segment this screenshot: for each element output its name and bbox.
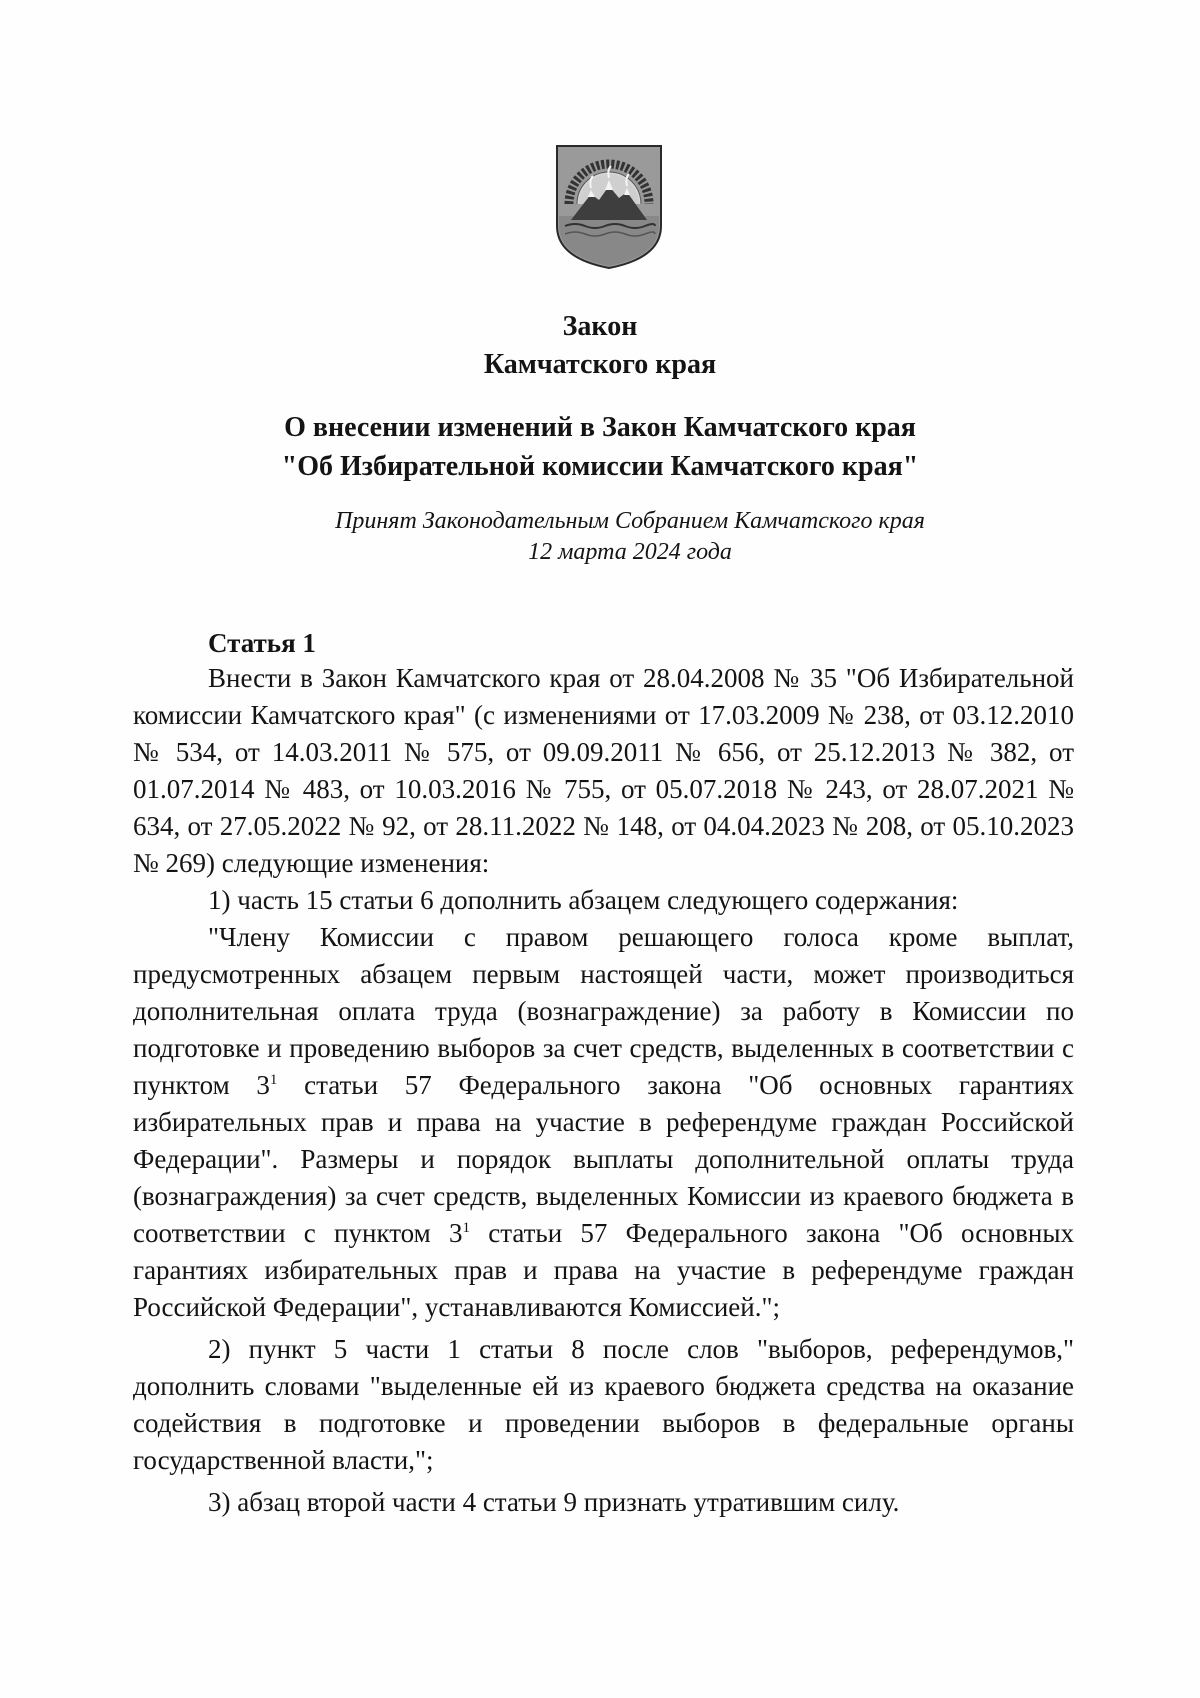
- law-word: Закон: [562, 311, 638, 342]
- adoption-date: 12 марта 2024 года: [528, 539, 732, 565]
- quote-part-2: статьи 57 Федерального закона "Об основных гарантиях избирательных прав и права на участие в референдуме граждан Российской Федерации". Размеры и порядок выплаты дополнительной оплаты труда (вознаграждения) за счет средств, выделенных Комиссии из краевого бюджета в соответствии с пунктом 3: [133, 1070, 1074, 1248]
- article-body: [133, 660, 1074, 1521]
- law-region: Камчатского края: [483, 349, 717, 380]
- article-intro: Внести в Закон Камчатского края от 28.04.2008 № 35 "Об Избирательной комиссии Камчатского края" (с изменениями от 17.03.2009 № 238, от 03.12.2010 № 534, от 14.03.2011 № 575, от 09.09.2011 № 656, от 25.12.2013 № 382, от 01.07.2014 № 483, от 10.03.2016 № 755, от 05.07.2018 № 243, от 28.07.2021 № 634, от 27.05.2022 № 92, от 28.11.2022 № 148, от 04.04.2023 № 208, от 05.10.2023 № 269) следующие изменения:: [133, 663, 1074, 878]
- adoption-body: Принят Законодательным Собранием Камчатского края: [335, 508, 925, 534]
- law-subject-line1: О внесении изменений в Закон Камчатского края: [284, 412, 916, 443]
- article-heading: Статья 1: [208, 628, 316, 658]
- coat-of-arms-icon: [555, 140, 663, 270]
- law-title: [0, 308, 1200, 384]
- article-quote: [133, 919, 1074, 1326]
- quote-superscript-2: 1: [462, 1220, 470, 1236]
- article-item-3: 3) абзац второй части 4 статьи 9 признать утратившим силу.: [208, 1487, 900, 1517]
- law-subject: [0, 408, 1200, 486]
- quote-part-1: "Члену Комиссии с правом решающего голоса кроме выплат, предусмотренных абзацем первым настоящей части, может производиться дополнительная оплата труда (вознаграждение) за работу в Комиссии по подготовке и проведению выборов за счет средств, выделенных в соответствии с пунктом 3: [133, 922, 1074, 1100]
- law-subject-line2: "Об Избирательной комиссии Камчатского края": [281, 451, 919, 482]
- article-item-1: 1) часть 15 статьи 6 дополнить абзацем следующего содержания:: [208, 885, 959, 915]
- quote-superscript-1: 1: [269, 1072, 278, 1088]
- quote-part-3: статьи 57 Федерального закона "Об основных гарантиях избирательных прав и права на участие в референдуме граждан Российской Федерации", устанавливаются Комиссией.";: [133, 1218, 1074, 1322]
- adoption-note: [330, 506, 930, 568]
- article-item-2: 2) пункт 5 части 1 статьи 8 после слов "выборов, референдумов," дополнить словами "выделенные ей из краевого бюджета средства на оказание содействия в подготовке и проведении выборов в федеральные органы государственной власти,";: [133, 1334, 1074, 1475]
